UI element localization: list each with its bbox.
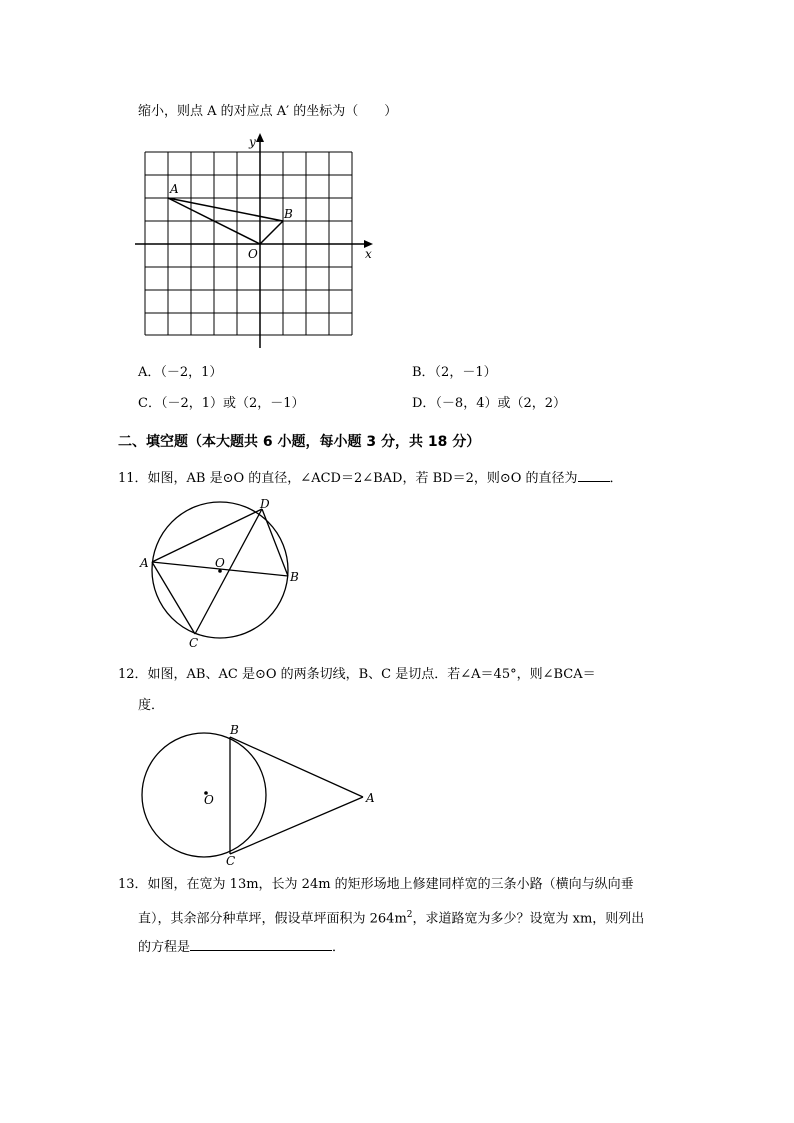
chord-ad (152, 509, 262, 562)
label-o: O (204, 793, 214, 807)
q10-option-c: C．（－2，1）或（2，－1） (138, 396, 305, 411)
q12-line2: 度． (138, 698, 165, 713)
q13-line2-part1: 直），其余部分种草坪，假设草坪面积为 264m (138, 911, 407, 927)
q13-answer-blank[interactable] (190, 938, 332, 951)
label-b: B (290, 570, 299, 584)
q11-statement: 11．如图，AB 是⊙O 的直径，∠ACD＝2∠BAD，若 BD＝2，则⊙O 的直径为 (118, 471, 578, 486)
q12-tangent-figure (138, 720, 383, 868)
q10-stem: 缩小，则点 A 的对应点 A′ 的坐标为（ ） (138, 104, 398, 119)
label-o: O (215, 556, 225, 570)
chord-bd (262, 509, 288, 576)
point-a-label: A (170, 182, 179, 196)
x-axis-label: x (365, 247, 372, 261)
q11-text (118, 469, 623, 487)
q11-answer-blank[interactable] (578, 469, 610, 482)
chord-cd (195, 509, 262, 634)
y-axis-arrow (256, 133, 264, 142)
tangent-ac (230, 797, 363, 854)
q10-option-a: A．（－2，1） (138, 365, 223, 380)
y-axis-label: y (249, 135, 256, 149)
origin-label: O (248, 247, 258, 261)
q11-circle-figure (138, 496, 308, 651)
point-b-label: B (284, 207, 293, 221)
q10-coordinate-grid-figure (130, 130, 390, 355)
section-heading-fill-blank: 二、填空题（本大题共 6 小题，每小题 3 分，共 18 分） (118, 434, 481, 450)
label-d: D (260, 497, 270, 511)
label-a: A (140, 556, 149, 570)
q13-line1: 13．如图，在宽为 13m，长为 24m 的矩形场地上修建同样宽的三条小路（横向与纵向垂 (118, 877, 634, 892)
q13-line3 (138, 938, 345, 956)
label-c: C (226, 854, 236, 868)
tangent-ab (230, 737, 363, 797)
q10-option-b: B．（2，－1） (412, 365, 497, 380)
label-a: A (366, 791, 375, 805)
q10-option-d: D．（－8，4）或（2，2） (412, 396, 567, 411)
q13-superscript: 2 (406, 910, 413, 920)
label-b: B (230, 723, 239, 737)
q13-line2-part2: ，求道路宽为多少？设宽为 xm，则列出 (412, 911, 645, 927)
label-c: C (189, 636, 199, 650)
q12-line1: 12．如图，AB、AC 是⊙O 的两条切线，B、C 是切点．若∠A＝45°，则∠BCA＝ (118, 667, 596, 682)
q13-end-mark: ． (332, 940, 346, 955)
q11-end-mark: ． (609, 471, 623, 486)
q13-prompt: 的方程是 (138, 940, 191, 955)
q13-line2 (138, 907, 644, 927)
